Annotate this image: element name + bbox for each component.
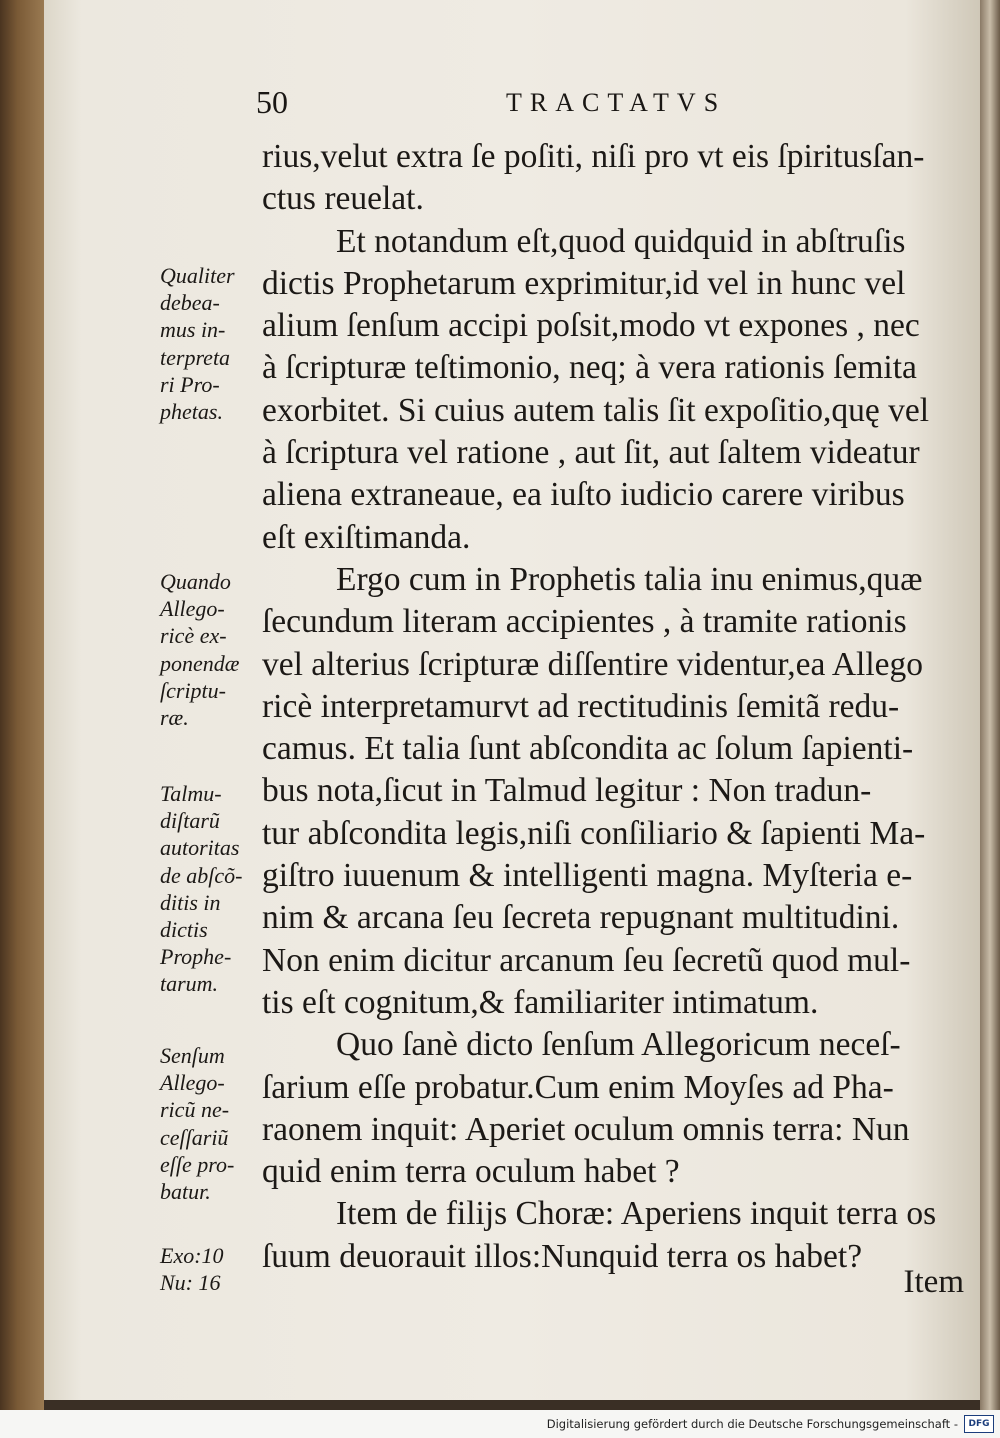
margin-note-line: eſſe pro- <box>160 1151 235 1177</box>
margin-note <box>160 1042 270 1205</box>
text-line: Et notandum eſt,quod quidquid in abſtruſis <box>336 222 906 260</box>
margin-note-line: autoritas <box>160 835 240 861</box>
text-line: bus nota,ſicut in Talmud legitur : Non tradun- <box>262 772 872 810</box>
text-line: aliena extraneaue, ea iuſto iudicio carere viribus <box>262 476 905 514</box>
margin-note-line: terpreta <box>160 344 231 370</box>
dfg-logo-icon: DFG <box>964 1415 994 1433</box>
text-line: exorbitet. Si cuius autem talis ſit expoſitio,quę vel <box>262 391 930 429</box>
page-number: 50 <box>256 84 288 120</box>
text-line: vel alterius ſcripturæ diſſentire videntur,ea Allego <box>262 645 924 683</box>
text-line: eſt exiſtimanda. <box>262 518 471 556</box>
text-line: raonem inquit: Aperiet oculum omnis terra: Nun <box>262 1110 910 1148</box>
text-line: tur abſcondita legis,niſi conſiliario & ſapienti Ma- <box>262 814 926 852</box>
margin-note-line: Quando <box>160 569 231 594</box>
margin-note-line: Talmu- <box>160 781 222 806</box>
text-line: à ſcriptura vel ratione , aut ſit, aut ſaltem videatur <box>262 434 920 472</box>
running-title: TRACTATVS <box>506 88 727 117</box>
margin-note-line: ponendæ <box>160 650 240 676</box>
text-line: nim & arcana ſeu ſecreta repugnant multitudini. <box>262 899 900 937</box>
margin-note-line: Senſum <box>160 1043 225 1068</box>
text-line: ricè interpretamurvt ad rectitudinis ſemitã redu- <box>262 687 900 725</box>
text-line: Item de filijs Choræ: Aperiens inquit terra os <box>336 1195 937 1233</box>
text-line: tis eſt cognitum,& familiariter intimatum. <box>262 983 819 1021</box>
margin-note-line: tarum. <box>160 971 219 997</box>
margin-note-line: phetas. <box>160 398 223 424</box>
margin-note-line: ræ. <box>160 704 189 730</box>
margin-note-line: Prophe- <box>160 944 232 970</box>
text-line: Quo ſanè dicto ſenſum Allegoricum neceſ- <box>336 1026 901 1064</box>
margin-note-line: ceſſariũ <box>160 1124 229 1150</box>
margin-note-line: Allego- <box>160 1070 225 1096</box>
margin-note-line: debea- <box>160 290 220 316</box>
catchword: Item <box>903 1264 964 1300</box>
margin-note-line: Nu: 16 <box>160 1270 221 1296</box>
margin-note-line: diſtarũ <box>160 808 220 834</box>
margin-note-line: ri Pro- <box>160 371 220 397</box>
text-line: Ergo cum in Prophetis talia inu enimus,quæ <box>336 560 923 598</box>
text-line: ſecundum literam accipientes , à tramite rationis <box>262 603 907 641</box>
text-line: ctus reuelat. <box>262 180 424 218</box>
text-line: dictis Prophetarum exprimitur,id vel in hunc vel <box>262 264 906 302</box>
margin-note-line: batur. <box>160 1178 211 1204</box>
text-line: alium ſenſum accipi poſsit,modo vt expones , nec <box>262 307 920 345</box>
margin-note-line: mus in- <box>160 317 226 343</box>
text-line: ſuum deuorauit illos:Nunquid terra os habet? <box>262 1237 863 1275</box>
footer-bar <box>0 1410 1000 1438</box>
margin-note-line: ricũ ne- <box>160 1097 230 1123</box>
text-line: quid enim terra oculum habet ? <box>262 1153 680 1191</box>
margin-note-line: de abſcõ- <box>160 862 243 888</box>
margin-note-line: Qualiter <box>160 263 235 288</box>
margin-note-line: Exo:10 <box>160 1243 224 1268</box>
text-line: ſarium eſſe probatur.Cum enim Moyſes ad Pha- <box>262 1068 894 1106</box>
text-line: rius,velut extra ſe poſiti, niſi pro vt eis ſpiritusſan- <box>262 138 925 175</box>
main-text-block <box>262 136 962 1278</box>
book-cover-edge <box>0 0 44 1410</box>
margin-note <box>160 780 270 998</box>
margin-note <box>160 1242 270 1296</box>
text-line: camus. Et talia ſunt abſcondita ac ſolum ſapienti- <box>262 730 914 768</box>
running-head <box>256 84 956 124</box>
text-line: giſtro iuuenum & intelligenti magna. Myſteria e- <box>262 857 913 895</box>
margin-note <box>160 262 270 425</box>
margin-note <box>160 568 270 731</box>
funding-credit: Digitalisierung gefördert durch die Deutsche Forschungsgemeinschaft - <box>546 1417 958 1431</box>
text-line: à ſcripturæ teſtimonio, neq; à vera rationis ſemita <box>262 349 917 387</box>
page-edge-right <box>980 0 1000 1410</box>
margin-note-line: dictis <box>160 916 208 942</box>
margin-note-line: ſcriptu- <box>160 677 226 703</box>
margin-note-line: ditis in <box>160 889 221 915</box>
margin-note-line: ricè ex- <box>160 623 227 649</box>
margin-note-line: Allego- <box>160 596 225 622</box>
text-line: Non enim dicitur arcanum ſeu ſecretũ quod mul- <box>262 941 911 979</box>
